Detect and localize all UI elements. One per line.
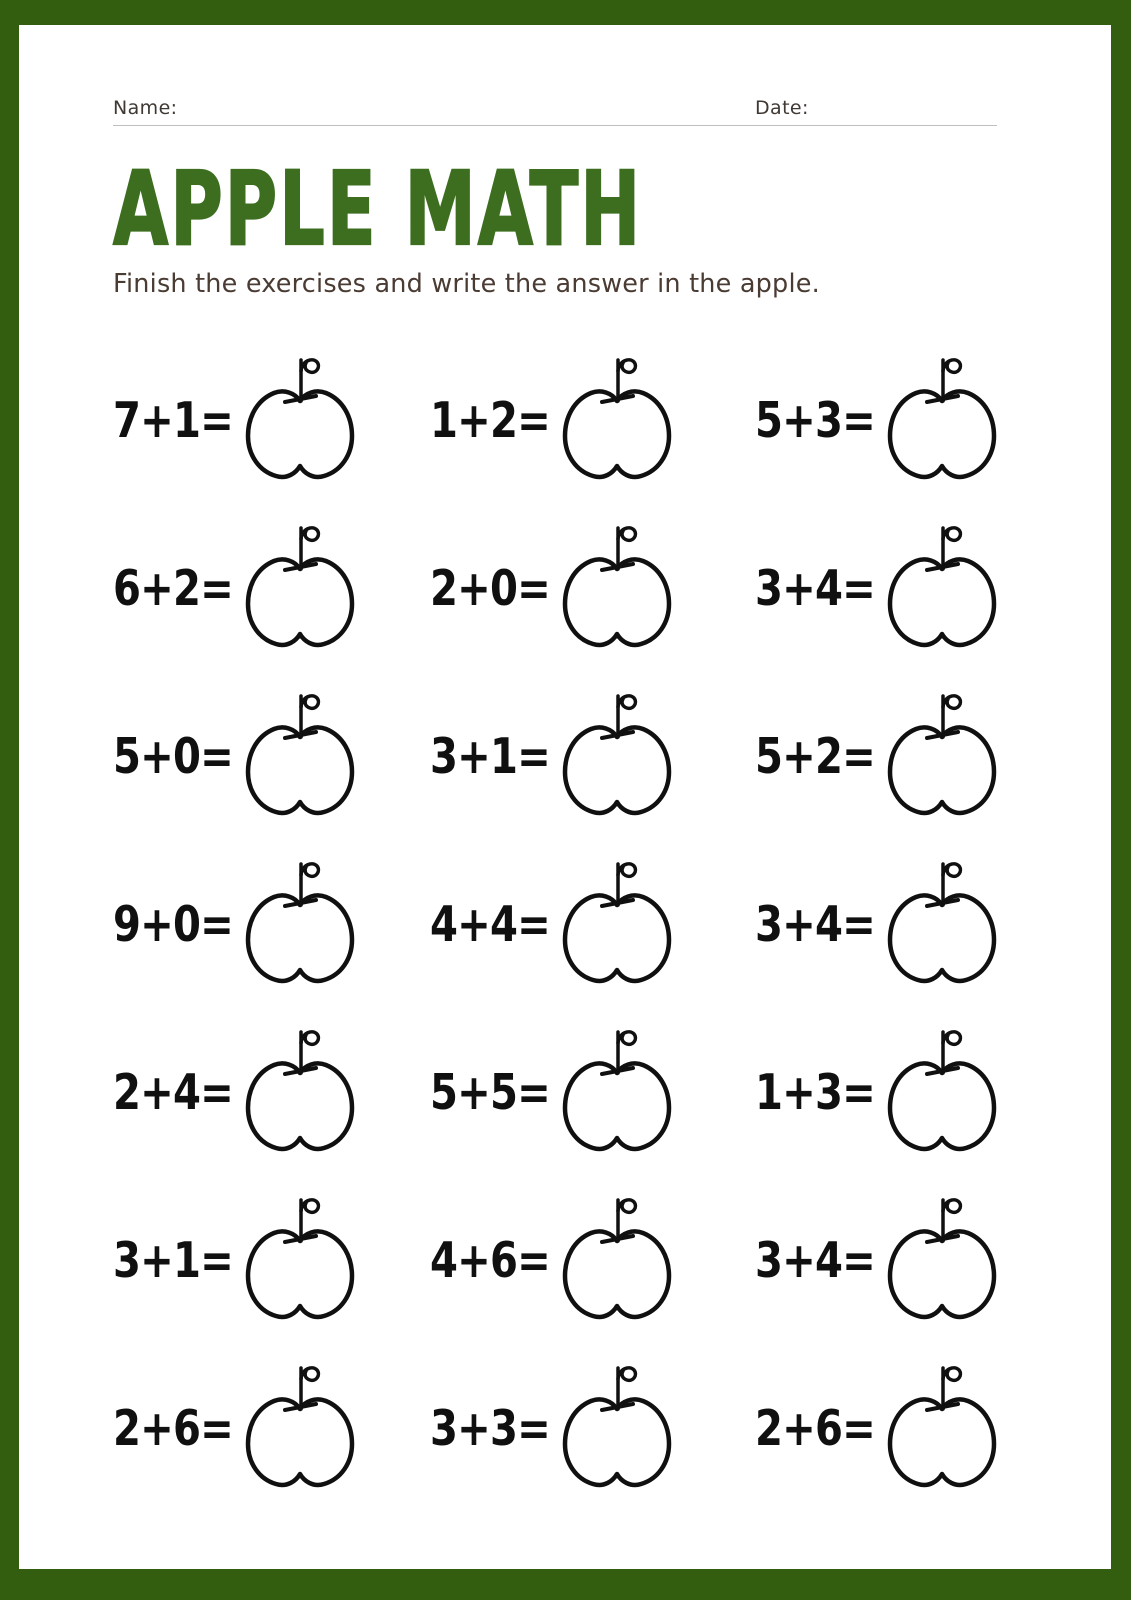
apple-body-outline [890, 559, 994, 645]
exercise-cell [113, 350, 430, 482]
answer-area-apple[interactable] [557, 1190, 677, 1322]
answer-area-apple[interactable] [557, 686, 677, 818]
apple-body-outline [890, 895, 994, 981]
apple-body-outline [565, 727, 669, 813]
exercise-cell [430, 686, 755, 818]
exercise-expression: 2+0= [430, 559, 550, 617]
worksheet-page [19, 25, 1111, 1569]
exercise-cell [113, 854, 430, 986]
apple-stem-loop-icon [618, 360, 635, 373]
exercise-expression: 3+1= [113, 1231, 233, 1289]
apple-stem-loop-icon [943, 528, 960, 541]
exercise-expression: 3+4= [755, 559, 875, 617]
answer-area-apple[interactable] [882, 1358, 1002, 1490]
exercise-expression: 3+4= [755, 895, 875, 953]
exercise-cell [113, 686, 430, 818]
answer-area-apple[interactable] [240, 1190, 360, 1322]
apple-body-outline [565, 1231, 669, 1317]
answer-area-apple[interactable] [882, 518, 1002, 650]
answer-area-apple[interactable] [557, 518, 677, 650]
apple-stem-loop-icon [301, 360, 318, 373]
apple-body-outline [565, 895, 669, 981]
apple-body-outline [890, 727, 994, 813]
apple-stem-loop-icon [943, 1032, 960, 1045]
answer-area-apple[interactable] [240, 518, 360, 650]
exercise-expression: 1+3= [755, 1063, 875, 1121]
apple-body-outline [890, 391, 994, 477]
exercise-expression: 5+2= [755, 727, 875, 785]
exercise-cell [755, 1358, 1002, 1490]
exercise-cell [430, 1022, 755, 1154]
answer-area-apple[interactable] [557, 1022, 677, 1154]
exercise-expression: 3+4= [755, 1231, 875, 1289]
apple-body-outline [248, 1063, 352, 1149]
apple-body-outline [565, 1063, 669, 1149]
exercise-expression: 3+3= [430, 1399, 550, 1457]
apple-stem-loop-icon [301, 1368, 318, 1381]
exercise-cell [430, 1358, 755, 1490]
exercise-expression: 4+4= [430, 895, 550, 953]
exercise-cell [755, 854, 1002, 986]
exercise-cell [430, 854, 755, 986]
answer-area-apple[interactable] [882, 854, 1002, 986]
apple-body-outline [248, 391, 352, 477]
exercise-cell [113, 1190, 430, 1322]
exercise-expression: 4+6= [430, 1231, 550, 1289]
exercise-cell [113, 1022, 430, 1154]
apple-stem-loop-icon [301, 864, 318, 877]
answer-area-apple[interactable] [557, 1358, 677, 1490]
exercise-expression: 2+4= [113, 1063, 233, 1121]
apple-stem-loop-icon [618, 528, 635, 541]
apple-body-outline [890, 1399, 994, 1485]
name-date-write-line[interactable] [113, 125, 997, 126]
answer-area-apple[interactable] [240, 1358, 360, 1490]
answer-area-apple[interactable] [882, 350, 1002, 482]
exercise-cell [755, 1022, 1002, 1154]
apple-body-outline [248, 559, 352, 645]
exercise-expression: 2+6= [755, 1399, 875, 1457]
apple-body-outline [248, 1399, 352, 1485]
exercise-expression: 5+3= [755, 391, 875, 449]
exercise-cell [113, 1358, 430, 1490]
exercise-cell [430, 350, 755, 482]
exercise-cell [755, 518, 1002, 650]
date-label: Date: [755, 97, 809, 119]
apple-stem-loop-icon [618, 1368, 635, 1381]
exercise-expression: 7+1= [113, 391, 233, 449]
apple-body-outline [248, 727, 352, 813]
exercise-cell [755, 686, 1002, 818]
apple-body-outline [248, 895, 352, 981]
exercise-expression: 5+5= [430, 1063, 550, 1121]
apple-body-outline [890, 1063, 994, 1149]
answer-area-apple[interactable] [882, 1190, 1002, 1322]
apple-stem-loop-icon [618, 864, 635, 877]
apple-body-outline [565, 391, 669, 477]
answer-area-apple[interactable] [240, 350, 360, 482]
apple-stem-loop-icon [618, 696, 635, 709]
apple-body-outline [890, 1231, 994, 1317]
apple-stem-loop-icon [301, 528, 318, 541]
exercise-expression: 6+2= [113, 559, 233, 617]
apple-stem-loop-icon [618, 1200, 635, 1213]
exercise-grid [113, 350, 997, 1490]
answer-area-apple[interactable] [240, 686, 360, 818]
apple-stem-loop-icon [301, 696, 318, 709]
exercise-expression: 9+0= [113, 895, 233, 953]
answer-area-apple[interactable] [557, 350, 677, 482]
header [113, 97, 997, 125]
exercise-expression: 5+0= [113, 727, 233, 785]
exercise-cell [755, 350, 1002, 482]
answer-area-apple[interactable] [240, 1022, 360, 1154]
exercise-cell [430, 518, 755, 650]
apple-stem-loop-icon [943, 696, 960, 709]
answer-area-apple[interactable] [557, 854, 677, 986]
exercise-expression: 2+6= [113, 1399, 233, 1457]
apple-stem-loop-icon [943, 360, 960, 373]
apple-body-outline [248, 1231, 352, 1317]
exercise-cell [113, 518, 430, 650]
apple-stem-loop-icon [943, 1368, 960, 1381]
name-label: Name: [113, 97, 178, 119]
worksheet-instructions: Finish the exercises and write the answer in the apple. [113, 269, 820, 299]
exercise-expression: 1+2= [430, 391, 550, 449]
apple-stem-loop-icon [301, 1200, 318, 1213]
apple-stem-loop-icon [301, 1032, 318, 1045]
apple-body-outline [565, 559, 669, 645]
exercise-cell [430, 1190, 755, 1322]
answer-area-apple[interactable] [882, 1022, 1002, 1154]
exercise-expression: 3+1= [430, 727, 550, 785]
apple-body-outline [565, 1399, 669, 1485]
apple-stem-loop-icon [618, 1032, 635, 1045]
answer-area-apple[interactable] [240, 854, 360, 986]
apple-stem-loop-icon [943, 864, 960, 877]
apple-stem-loop-icon [943, 1200, 960, 1213]
worksheet-title: APPLE MATH [113, 150, 643, 269]
exercise-cell [755, 1190, 1002, 1322]
answer-area-apple[interactable] [882, 686, 1002, 818]
